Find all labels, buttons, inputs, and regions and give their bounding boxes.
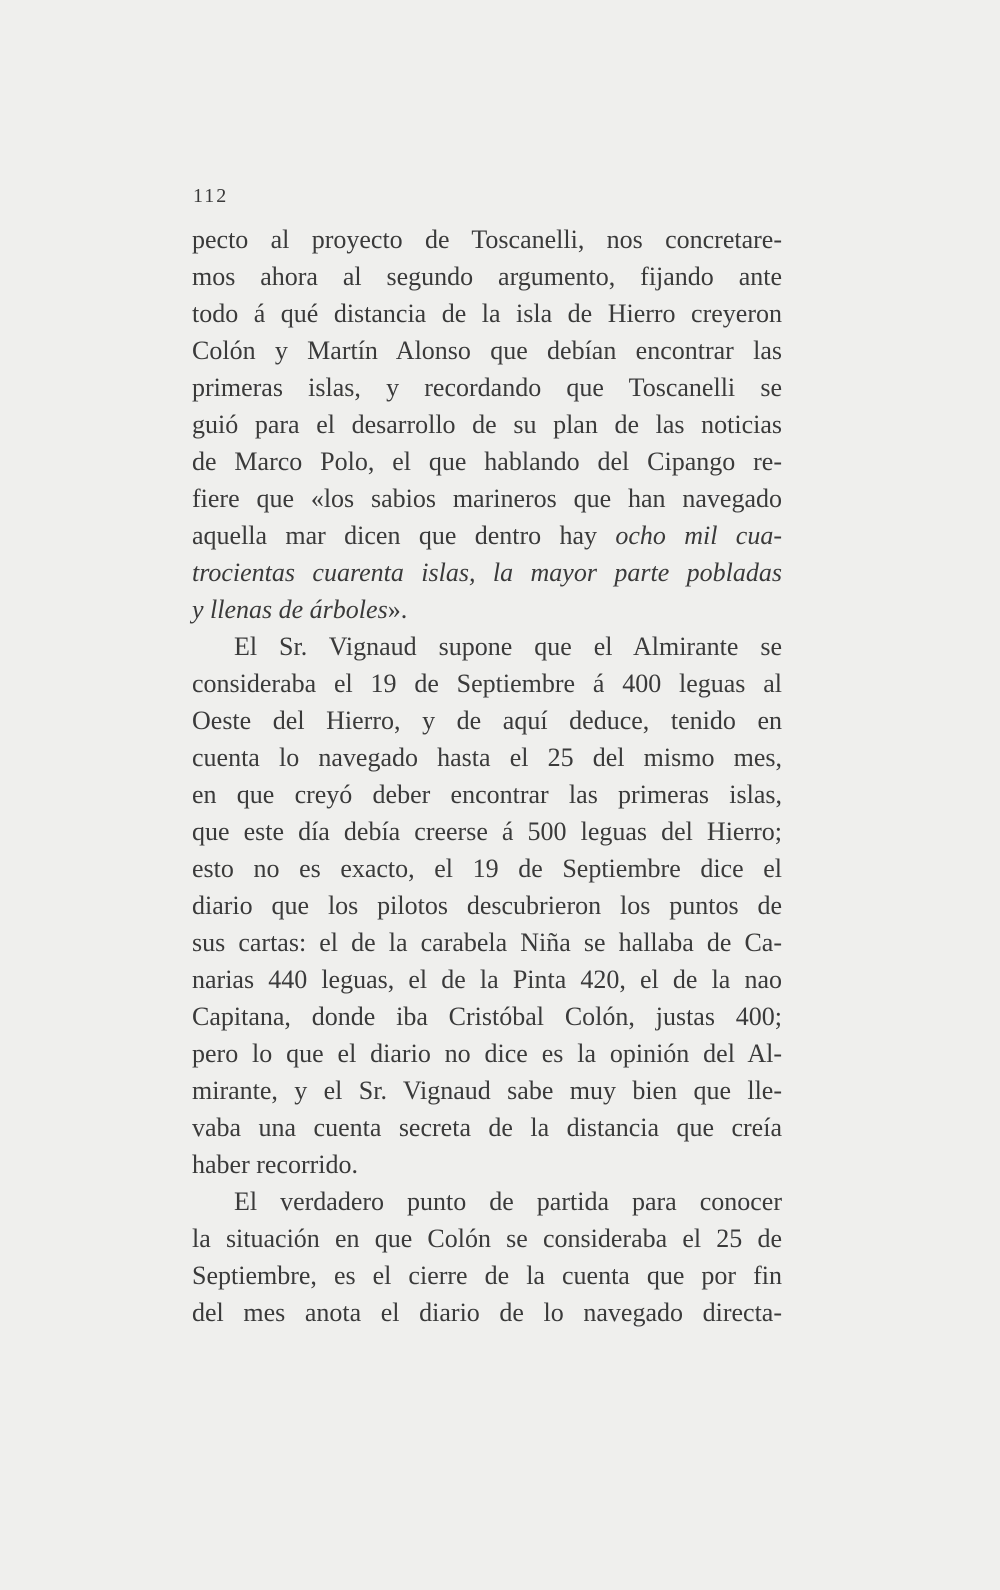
text-line: todo á qué distancia de la isla de Hierro creyeron — [192, 299, 782, 328]
text-line: Capitana, donde iba Cristóbal Colón, justas 400; — [192, 1002, 782, 1031]
paragraph-start-line: El verdadero punto de partida para conocer — [234, 1187, 782, 1216]
text-line: pero lo que el diario no dice es la opinión del Al- — [192, 1039, 782, 1068]
text-line: la situación en que Colón se consideraba el 25 de — [192, 1224, 782, 1253]
page-number: 112 — [193, 185, 229, 207]
text-line: narias 440 leguas, el de la Pinta 420, el de la nao — [192, 965, 782, 994]
text-line: guió para el desarrollo de su plan de las noticias — [192, 410, 782, 439]
text-line: mos ahora al segundo argumento, fijando ante — [192, 262, 782, 291]
text-line: vaba una cuenta secreta de la distancia que creía — [192, 1113, 782, 1142]
text-line: mirante, y el Sr. Vignaud sabe muy bien que lle- — [192, 1076, 782, 1105]
body-text — [192, 221, 782, 1331]
text-line: de Marco Polo, el que hablando del Cipango re- — [192, 447, 782, 476]
italic-quote: ocho mil cua- — [615, 521, 783, 550]
text-line: fiere que «los sabios marineros que han navegado — [192, 484, 782, 513]
text-line: sus cartas: el de la carabela Niña se hallaba de Ca- — [192, 928, 782, 957]
text-line: primeras islas, y recordando que Toscanelli se — [192, 373, 782, 402]
text-line: haber recorrido. — [192, 1150, 359, 1179]
text-line — [192, 554, 782, 591]
text-line: consideraba el 19 de Septiembre á 400 leguas al — [192, 669, 782, 698]
text-line — [192, 591, 782, 628]
text-line: Septiembre, es el cierre de la cuenta que por fin — [192, 1261, 782, 1290]
text-line: del mes anota el diario de lo navegado directa- — [192, 1298, 782, 1327]
text-line: en que creyó deber encontrar las primeras islas, — [192, 780, 782, 809]
italic-quote: trocientas cuarenta islas, la mayor parte pobladas — [192, 558, 782, 587]
text-line: Colón y Martín Alonso que debían encontrar las — [192, 336, 782, 365]
text-line: cuenta lo navegado hasta el 25 del mismo mes, — [192, 743, 782, 772]
text-line: Oeste del Hierro, y de aquí deduce, tenido en — [192, 706, 782, 735]
text-span: ». — [387, 595, 408, 624]
text-line: esto no es exacto, el 19 de Septiembre dice el — [192, 854, 782, 883]
text-line: que este día debía creerse á 500 leguas del Hierro; — [192, 817, 782, 846]
text-line: diario que los pilotos descubrieron los puntos de — [192, 891, 782, 920]
text-span: aquella mar dicen que dentro hay — [192, 521, 616, 550]
text-line — [192, 517, 782, 554]
paragraph-start-line: El Sr. Vignaud supone que el Almirante se — [234, 632, 782, 661]
italic-quote: y llenas de árboles — [192, 595, 388, 624]
text-line: pecto al proyecto de Toscanelli, nos concretare- — [192, 225, 782, 254]
